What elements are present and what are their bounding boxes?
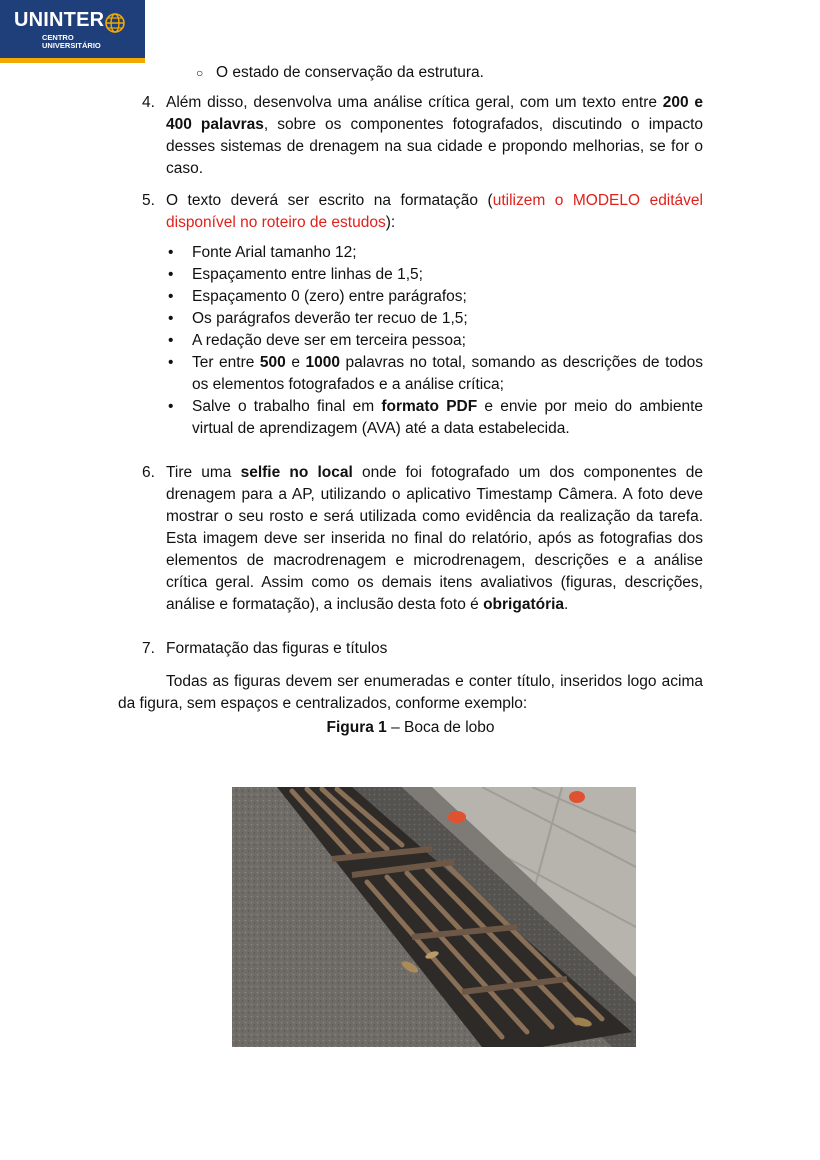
bullet-dot-icon: • — [168, 266, 174, 283]
logo-subtitle — [42, 34, 101, 50]
bullet-text: Fonte Arial tamanho 12; — [192, 244, 357, 261]
bullet-dot-icon: • — [168, 354, 174, 371]
list-item-5 — [118, 190, 703, 234]
bullet-dot-icon: • — [168, 398, 174, 415]
storm-drain-photo — [232, 787, 636, 1047]
item-number: 7. — [142, 640, 155, 657]
body-paragraph: Todas as figuras devem ser enumeradas e conter título, inseridos logo acima da figura, sem espaços e centralizados, conforme exemplo: — [118, 673, 703, 712]
bullet-text: Os parágrafos deverão ter recuo de 1,5; — [192, 310, 468, 327]
figure-label: Figura 1 — [326, 719, 387, 736]
list-item-7 — [118, 638, 703, 660]
figure-title: – Boca de lobo — [386, 719, 495, 736]
bullet-item — [118, 396, 703, 440]
storm-drain-image — [232, 787, 636, 1047]
figure-caption — [118, 717, 703, 739]
globe-icon — [103, 12, 127, 34]
bullet-bold: 500 — [259, 354, 286, 371]
item6-text-c: . — [564, 596, 569, 613]
item6-text-b: onde foi fotografado um dos componentes de drenagem para a AP, utilizando o aplicativo Timestamp Câmera. A foto deve mostrar o seu rosto e será utilizada como evidência da realização da tarefa. Esta imagem deve ser inserida no final do relatório, após as fotografias dos elementos de macrodrenagem e microdrenagem, descrições e a análise crítica geral. Assim como os demais itens avaliativos (figuras, descrições, análise e formatação), a inclusão desta foto é — [166, 464, 704, 613]
item5-text-a: O texto deverá ser escrito na formatação ( — [166, 192, 493, 209]
item6-text-a: Tire uma — [166, 464, 241, 481]
bullet-text: Espaçamento 0 (zero) entre parágrafos; — [192, 288, 467, 305]
logo-sub-line2: UNIVERSITÁRIO — [42, 41, 101, 50]
bullet-bold: formato PDF — [381, 398, 478, 415]
bullet-item — [118, 264, 703, 286]
item5-red-text: utilizem o MODELO editável disponível no roteiro de estudos — [166, 192, 703, 231]
item-number: 5. — [142, 192, 155, 209]
bullet-item — [118, 308, 703, 330]
item6-bold-b: obrigatória — [483, 596, 565, 613]
bullet-text: Salve o trabalho final em — [192, 398, 382, 415]
bullet-text: Ter entre — [192, 354, 260, 371]
item6-bold-a: selfie no local — [240, 464, 353, 481]
bullet-text: A redação deve ser em terceira pessoa; — [192, 332, 466, 349]
item4-text-a: Além disso, desenvolva uma análise crítica geral, com um texto entre — [166, 94, 663, 111]
bullet-item — [118, 352, 703, 396]
bullet-text: e — [285, 354, 306, 371]
bullet-item — [118, 242, 703, 264]
bullet-dot-icon: • — [168, 244, 174, 261]
item7-text: Formatação das figuras e títulos — [166, 640, 388, 657]
uninter-logo — [0, 0, 145, 63]
logo-name: UNINTER — [14, 9, 105, 31]
item-number: 4. — [142, 94, 155, 111]
bullet-item — [118, 286, 703, 308]
list-item-6 — [118, 462, 703, 616]
bullet-dot-icon: • — [168, 332, 174, 349]
bullet-text: e envie por meio do ambiente virtual de aprendizagem (AVA) até a data estabelecida. — [192, 398, 704, 437]
bullet-list — [118, 242, 703, 440]
logo-sub-line1: CENTRO — [42, 33, 74, 42]
bullet-dot-icon: • — [168, 310, 174, 327]
item4-bold: 200 e 400 palavras — [166, 94, 703, 133]
bullet-item — [118, 330, 703, 352]
circle-bullet-icon: ○ — [196, 66, 204, 80]
bullet-dot-icon: • — [168, 288, 174, 305]
bullet-bold: 1000 — [305, 354, 340, 371]
item4-text-b: , sobre os componentes fotografados, discutindo o impacto desses sistemas de drenagem na sua cidade e propondo melhorias, se for o caso. — [166, 116, 703, 177]
list-item-4 — [118, 92, 703, 180]
bullet-text: Espaçamento entre linhas de 1,5; — [192, 266, 423, 283]
item5-text-b: ): — [385, 214, 396, 231]
document-body — [118, 62, 703, 739]
sub-list-item — [118, 62, 703, 84]
sub-item-text: O estado de conservação da estrutura. — [216, 64, 484, 81]
item-number: 6. — [142, 464, 155, 481]
bullet-text: palavras no total, somando as descrições de todos os elementos fotografados e a análise crítica; — [192, 354, 704, 393]
